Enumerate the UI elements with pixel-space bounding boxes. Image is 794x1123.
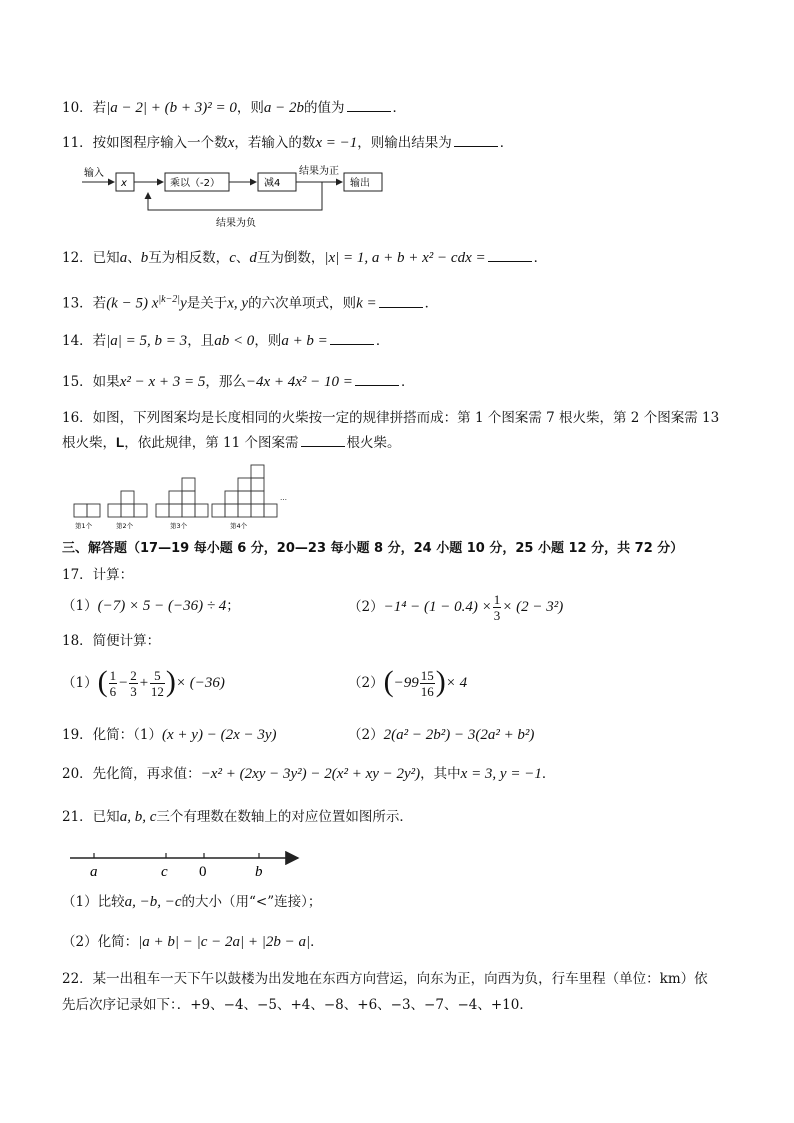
- answer-blank[interactable]: [355, 373, 399, 386]
- number-line: [66, 846, 306, 882]
- question-12: 12．已知a、b互为相反数，c、d互为倒数，|x| = 1, a + b + x² − cdx = ．: [62, 250, 548, 266]
- question-13: 13．若(k − 5) $x^{|k-2|}y$是关于x, y的六次单项式，则k = ．: [62, 294, 439, 312]
- pattern-3: [156, 478, 208, 517]
- question-10: 10．若|a − 2| + (b + 3)² = 0，则a − 2b的值为 ．: [62, 100, 407, 116]
- point-c-label: c: [161, 864, 168, 880]
- svg-text:乘以（-2）: 乘以（-2）: [170, 178, 220, 189]
- question-21: 21．已知a, b, c三个有理数在数轴上的对应位置如图所示．: [62, 809, 413, 825]
- answer-blank[interactable]: [379, 295, 423, 308]
- point-b-label: b: [255, 864, 263, 880]
- answer-blank[interactable]: [330, 332, 374, 345]
- question-22-line-2: 先后次序记录如下：．+9、−4、−5、+4、−8、+6、−3、−7、−4、+10．: [62, 997, 533, 1013]
- q10-equation: |a − 2| + (b + 3)² = 0: [106, 100, 237, 116]
- answer-blank[interactable]: [301, 434, 345, 447]
- pattern-1: [74, 504, 100, 517]
- pattern-3-label: 第3个: [170, 522, 188, 530]
- point-a-label: a: [90, 864, 98, 880]
- pattern-1-label: 第1个: [75, 522, 93, 530]
- flow-input-label: 输入: [84, 168, 104, 179]
- svg-text:减4: 减4: [264, 178, 281, 189]
- answer-blank[interactable]: [347, 99, 391, 112]
- question-18-part-1: （1）( $\frac{1}{6}$ − $\frac{2}{3}$ + $\frac{5}{12}$ )× (−36): [62, 665, 225, 699]
- question-17-part-1: （1）(−7) × 5 − (−36) ÷ 4；: [62, 598, 240, 614]
- question-18-title: 18．简便计算：: [62, 633, 161, 649]
- question-21-part-2: （2）化简：|a + b| − |c − 2a| + |2b − a|．: [62, 934, 324, 950]
- answer-blank[interactable]: [454, 134, 498, 147]
- matchstick-patterns: [72, 462, 292, 532]
- question-14: 14．若|a| = 5, b = 3，且ab < 0，则a + b = ．: [62, 333, 390, 349]
- question-21-part-1: （1）比较a, −b, −c的大小（用“<”连接）；: [62, 894, 322, 910]
- program-flowchart: [80, 164, 400, 232]
- pattern-2-label: 第2个: [116, 522, 134, 530]
- section-3-heading: 三、解答题（17—19 每小题 6 分，20—23 每小题 8 分，24 小题 10 分，25 小题 12 分，共 72 分）: [62, 541, 684, 556]
- question-15: 15．如果x² − x + 3 = 5，那么−4x + 4x² − 10 = ．: [62, 374, 415, 390]
- flow-negative-label: 结果为负: [216, 218, 256, 229]
- question-20: 20．先化简，再求值：−x² + (2xy − 3y²) − 2(x² + xy − 2y²)，其中x = 3, y = −1．: [62, 766, 556, 782]
- question-17-part-2: （2）−1⁴ − (1 − 0.4) × $\frac{1}{3}$ × (2 − 3²): [348, 592, 564, 623]
- question-17-title: 17．计算：: [62, 567, 134, 583]
- question-16-line-2: 根火柴，L，依此规律，第 11 个图案需 根火柴。: [62, 435, 401, 451]
- pattern-2: [108, 491, 147, 517]
- svg-text:输出: 输出: [350, 178, 370, 189]
- question-19-part-2: （2）2(a² − 2b²) − 3(2a² + b²): [348, 727, 535, 743]
- pattern-4: [212, 465, 277, 517]
- svg-text:x: x: [121, 178, 127, 189]
- question-19-part-1: 19．化简：（1）(x + y) − (2x − 3y): [62, 727, 277, 743]
- question-11: 11．按如图程序输入一个数x，若输入的数x = −1，则输出结果为 ．: [62, 135, 514, 151]
- question-22-line-1: 22．某一出租车一天下午以鼓楼为出发地在东西方向营运，向东为正，向西为负，行车里程（单位：km）依: [62, 971, 708, 987]
- question-16-line-1: 16．如图，下列图案均是长度相同的火柴按一定的规律拼搭而成：第 1 个图案需 7 根火柴，第 2 个图案需 13: [62, 410, 720, 426]
- question-18-part-2: （2）(−99 $\frac{15}{16}$ )× 4: [348, 665, 468, 699]
- flow-positive-label: 结果为正: [299, 166, 339, 177]
- pattern-4-label: 第4个: [230, 522, 248, 530]
- answer-blank[interactable]: [488, 249, 532, 262]
- origin-label: 0: [199, 864, 207, 880]
- pattern-ellipsis: …: [280, 494, 287, 502]
